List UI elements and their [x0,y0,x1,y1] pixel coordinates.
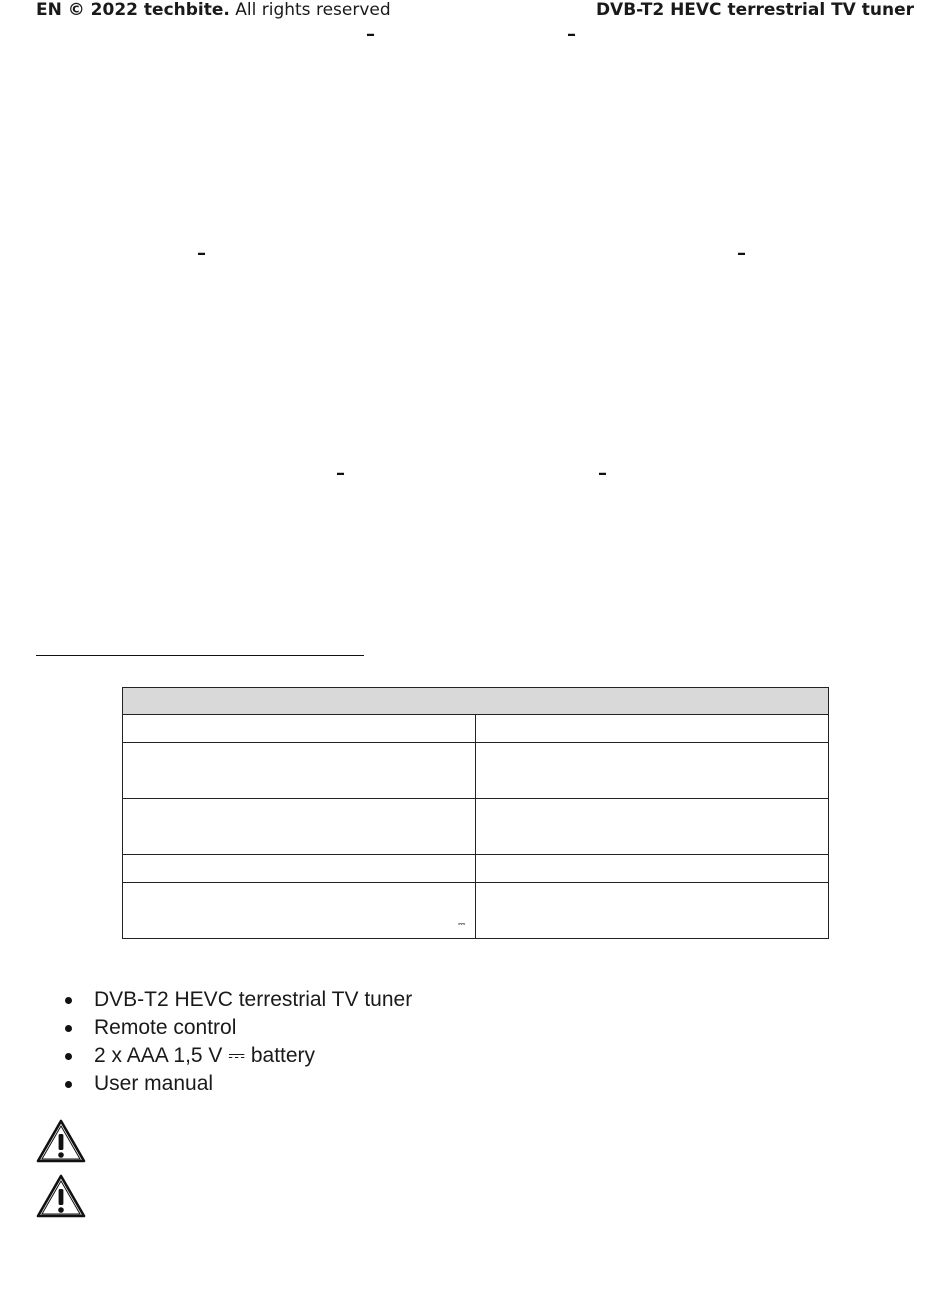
section-divider [36,655,364,656]
list-item-label: Remote control [94,1016,237,1039]
table-row [123,855,829,883]
table-row [123,883,829,939]
bullet-icon [65,1081,72,1088]
copyright-notice [36,0,391,20]
table-cell [476,883,829,939]
list-item [60,1014,412,1042]
dash-mark: – [567,24,576,45]
list-item [60,1042,412,1070]
specification-table [122,687,829,939]
table-cell [123,743,476,799]
dc-symbol: ⎓ [458,920,466,930]
dash-mark: – [737,243,746,264]
table-cell [123,799,476,855]
copyright-brand: EN © 2022 techbite. [36,0,230,20]
table-cell [476,715,829,743]
dash-mark: – [197,243,206,264]
list-item-label: 2 x AAA 1,5 V ⎓ battery [94,1044,316,1067]
bullet-icon [65,1053,72,1060]
table-cell [123,855,476,883]
list-item [60,1070,412,1098]
document-title: DVB-T2 HEVC terrestrial TV tuner [595,0,914,20]
dash-mark: – [336,463,345,484]
table-cell [123,715,476,743]
dash-mark: – [598,463,607,484]
table-cell [476,855,829,883]
list-item-label: DVB-T2 HEVC terrestrial TV tuner [94,988,413,1011]
list-item-label: User manual [94,1072,214,1095]
list-item [60,986,412,1014]
package-contents-list [60,986,412,1098]
page-header [36,0,914,22]
warning-triangle-icon [35,1173,87,1219]
table-header-row [123,688,829,715]
bullet-icon [65,997,72,1004]
table-cell [476,743,829,799]
dash-mark: – [366,24,375,45]
copyright-rights: All rights reserved [229,0,391,20]
warning-triangle-icon [35,1118,87,1164]
table-row [123,799,829,855]
table-header-cell [123,688,829,715]
table-cell [123,883,476,939]
table-cell [476,799,829,855]
bullet-icon [65,1025,72,1032]
table-row [123,715,829,743]
table-row [123,743,829,799]
